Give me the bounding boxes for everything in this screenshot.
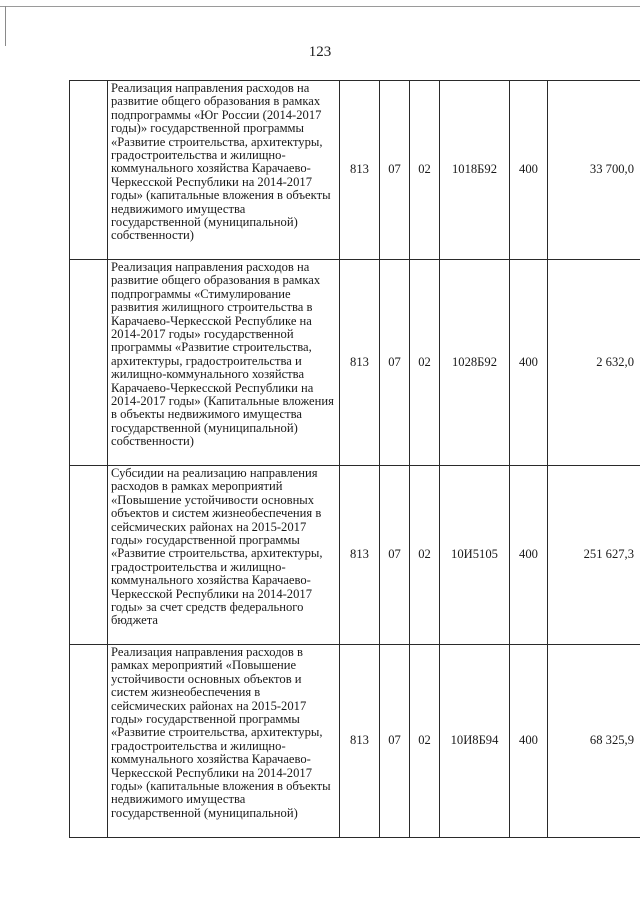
section-code-cell: 07 [380, 81, 410, 260]
target-article-cell: 1028Б92 [440, 260, 510, 466]
description-cell: Реализация направления расходов в рамках мероприятий «Повышение устойчивости основных объектов и систем жизнеобеспечения в сейсмических районах на 2015-2017 годы» государственной программы «Развитие строительства, архитектуры, градостроительства и жилищно-коммунального хозяйства Карачаево-Черкесской Республики на 2014-2017 годы» (капитальные вложения в объекты недвижимого имущества государственной (муниципальной) [108, 645, 340, 838]
target-article-cell: 10И8Б94 [440, 645, 510, 838]
ministry-code-cell: 813 [340, 260, 380, 466]
target-article-cell: 10И5105 [440, 466, 510, 645]
amount-cell: 33 700,0 [548, 81, 640, 260]
subsection-code-cell: 02 [410, 645, 440, 838]
row-index-cell [70, 645, 108, 838]
table-row [70, 81, 640, 260]
subsection-code-cell: 02 [410, 260, 440, 466]
subsection-code-cell: 02 [410, 81, 440, 260]
table-row [70, 466, 640, 645]
target-article-cell: 1018Б92 [440, 81, 510, 260]
row-index-cell [70, 260, 108, 466]
expense-type-cell: 400 [510, 466, 548, 645]
page-number: 123 [308, 44, 332, 60]
amount-cell: 251 627,3 [548, 466, 640, 645]
page-left-edge [5, 6, 6, 46]
description-cell: Реализация направления расходов на развитие общего образования в рамках подпрограммы «Стимулирование развития жилищного строительства в Карачаево-Черкесской Республике на 2014-2017 годы» государственной программы «Развитие строительства, архитектуры, градостроительства и жилищно-коммунального хозяйства Карачаево-Черкесской Республики на 2014-2017 годы» (Капитальные вложения в объекты недвижимого имущества государственной (муниципальной) собственности) [108, 260, 340, 466]
amount-cell: 2 632,0 [548, 260, 640, 466]
table-row [70, 260, 640, 466]
row-index-cell [70, 466, 108, 645]
expense-type-cell: 400 [510, 81, 548, 260]
expense-type-cell: 400 [510, 645, 548, 838]
section-code-cell: 07 [380, 466, 410, 645]
table-row [70, 645, 640, 838]
ministry-code-cell: 813 [340, 466, 380, 645]
ministry-code-cell: 813 [340, 81, 380, 260]
expense-type-cell: 400 [510, 260, 548, 466]
row-index-cell [70, 81, 108, 260]
section-code-cell: 07 [380, 645, 410, 838]
ministry-code-cell: 813 [340, 645, 380, 838]
subsection-code-cell: 02 [410, 466, 440, 645]
page-top-edge [0, 6, 640, 7]
amount-cell: 68 325,9 [548, 645, 640, 838]
description-cell: Субсидии на реализацию направления расходов в рамках мероприятий «Повышение устойчивости основных объектов и систем жизнеобеспечения в сейсмических районах на 2015-2017 годы» государственной программы «Развитие строительства, архитектуры, градостроительства и жилищно-коммунального хозяйства Карачаево-Черкесской Республики на 2014-2017 годы» за счет средств федерального бюджета [108, 466, 340, 645]
section-code-cell: 07 [380, 260, 410, 466]
description-cell: Реализация направления расходов на развитие общего образования в рамках подпрограммы «Юг России (2014-2017 годы)» государственной программы «Развитие строительства, архитектуры, градостроительства и жилищно-коммунального хозяйства Карачаево-Черкесской Республики на 2014-2017 годы» (капитальные вложения в объекты недвижимого имущества государственной (муниципальной) собственности) [108, 81, 340, 260]
budget-table [69, 80, 640, 838]
